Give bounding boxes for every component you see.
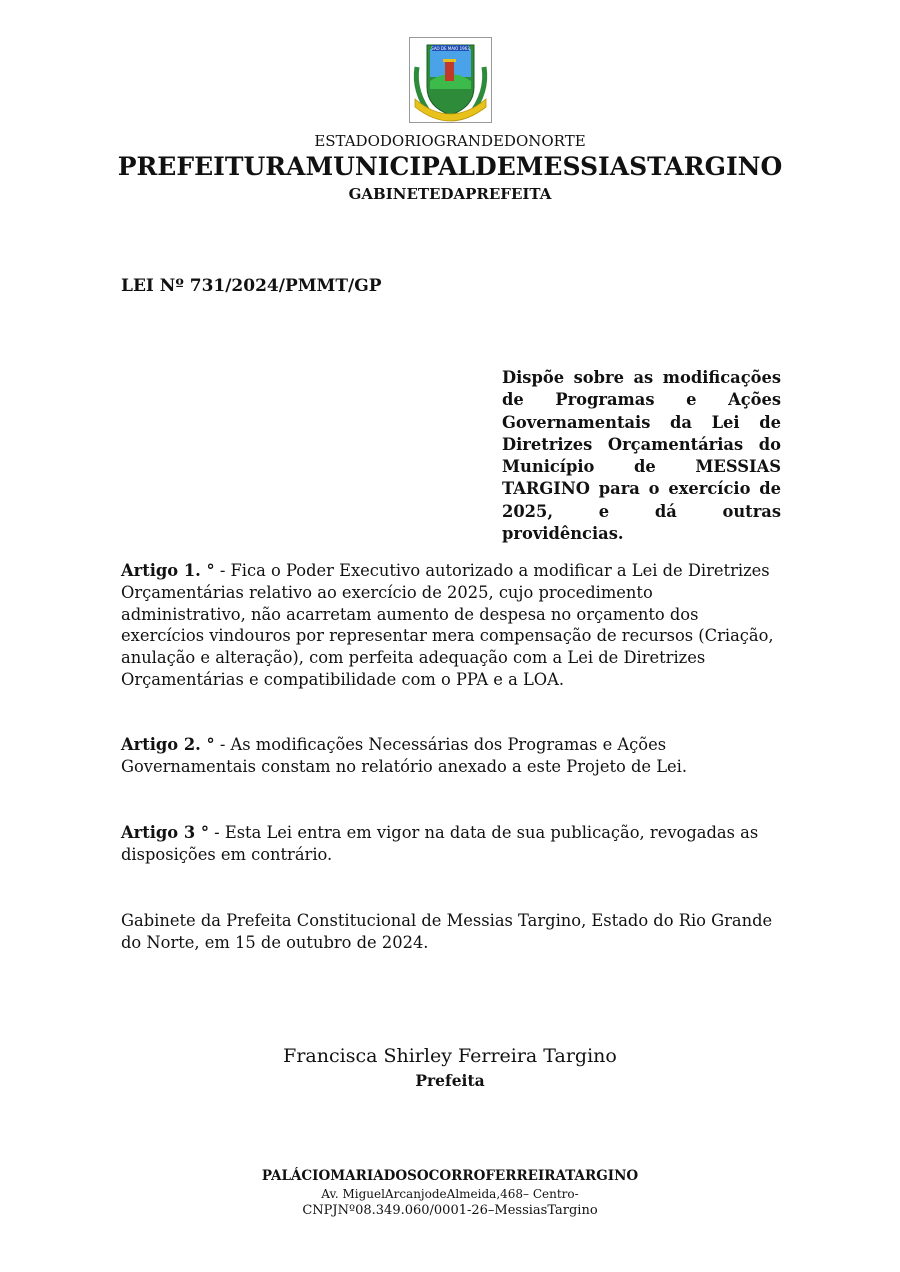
prefeitura-title: PREFEITURAMUNICIPALDEMESSIASTARGINO xyxy=(117,152,783,181)
footer-address: Av. MiguelArcanjodeAlmeida,468– Centro- xyxy=(321,1187,579,1201)
article-3-label: Artigo 3 ° xyxy=(121,823,209,842)
state-name: ESTADODORIOGRANDEDONORTE xyxy=(314,132,586,150)
footer-cnpj: CNPJNº08.349.060/0001-26–MessiasTargino xyxy=(302,1203,598,1218)
law-number: LEI Nº 731/2024/PMMT/GP xyxy=(121,276,382,296)
crest-banner-text: SAO DE MAIO 1963 xyxy=(431,46,470,51)
gabinete-subtitle: GABINETEDAPREFEITA xyxy=(348,185,552,203)
closing-statement: Gabinete da Prefeita Constitucional de Messias Targino, Estado do Rio Grande do Norte, em 15 de outubro de 2024. xyxy=(121,911,773,952)
article-2 xyxy=(121,734,781,778)
signatory-role: Prefeita xyxy=(415,1071,485,1090)
article-1 xyxy=(121,560,781,691)
municipal-crest-logo xyxy=(409,37,492,123)
article-2-label: Artigo 2. ° xyxy=(121,735,215,754)
article-1-label: Artigo 1. ° xyxy=(121,561,215,580)
footer-building: PALÁCIOMARIADOSOCORROFERREIRATARGINO xyxy=(261,1168,639,1184)
article-2-text: - As modificações Necessárias dos Programas e Ações Governamentais constam no relatório anexado a este Projeto de Lei. xyxy=(121,735,688,776)
law-ementa: Dispõe sobre as modificações de Programas e Ações Governamentais da Lei de Diretrizes Orçamentárias do Município de MESSIAS TARGINO para o exercício de 2025, e dá outras providências. xyxy=(502,368,781,544)
article-1-text: - Fica o Poder Executivo autorizado a modificar a Lei de Diretrizes Orçamentárias relativo ao exercício de 2025, cujo procedimento administrativo, não acarretam aumento de despesa no orçamento dos exercícios vindouros por representar mera compensação de recursos (Criação, anulação e alteração), com perfeita adequação com a Lei de Diretrizes Orçamentárias e compatibilidade com o PPA e a LOA. xyxy=(121,561,774,689)
article-3 xyxy=(121,822,781,866)
signatory-name: Francisca Shirley Ferreira Targino xyxy=(283,1045,617,1067)
article-3-text: - Esta Lei entra em vigor na data de sua publicação, revogadas as disposições em contrário. xyxy=(121,823,759,864)
